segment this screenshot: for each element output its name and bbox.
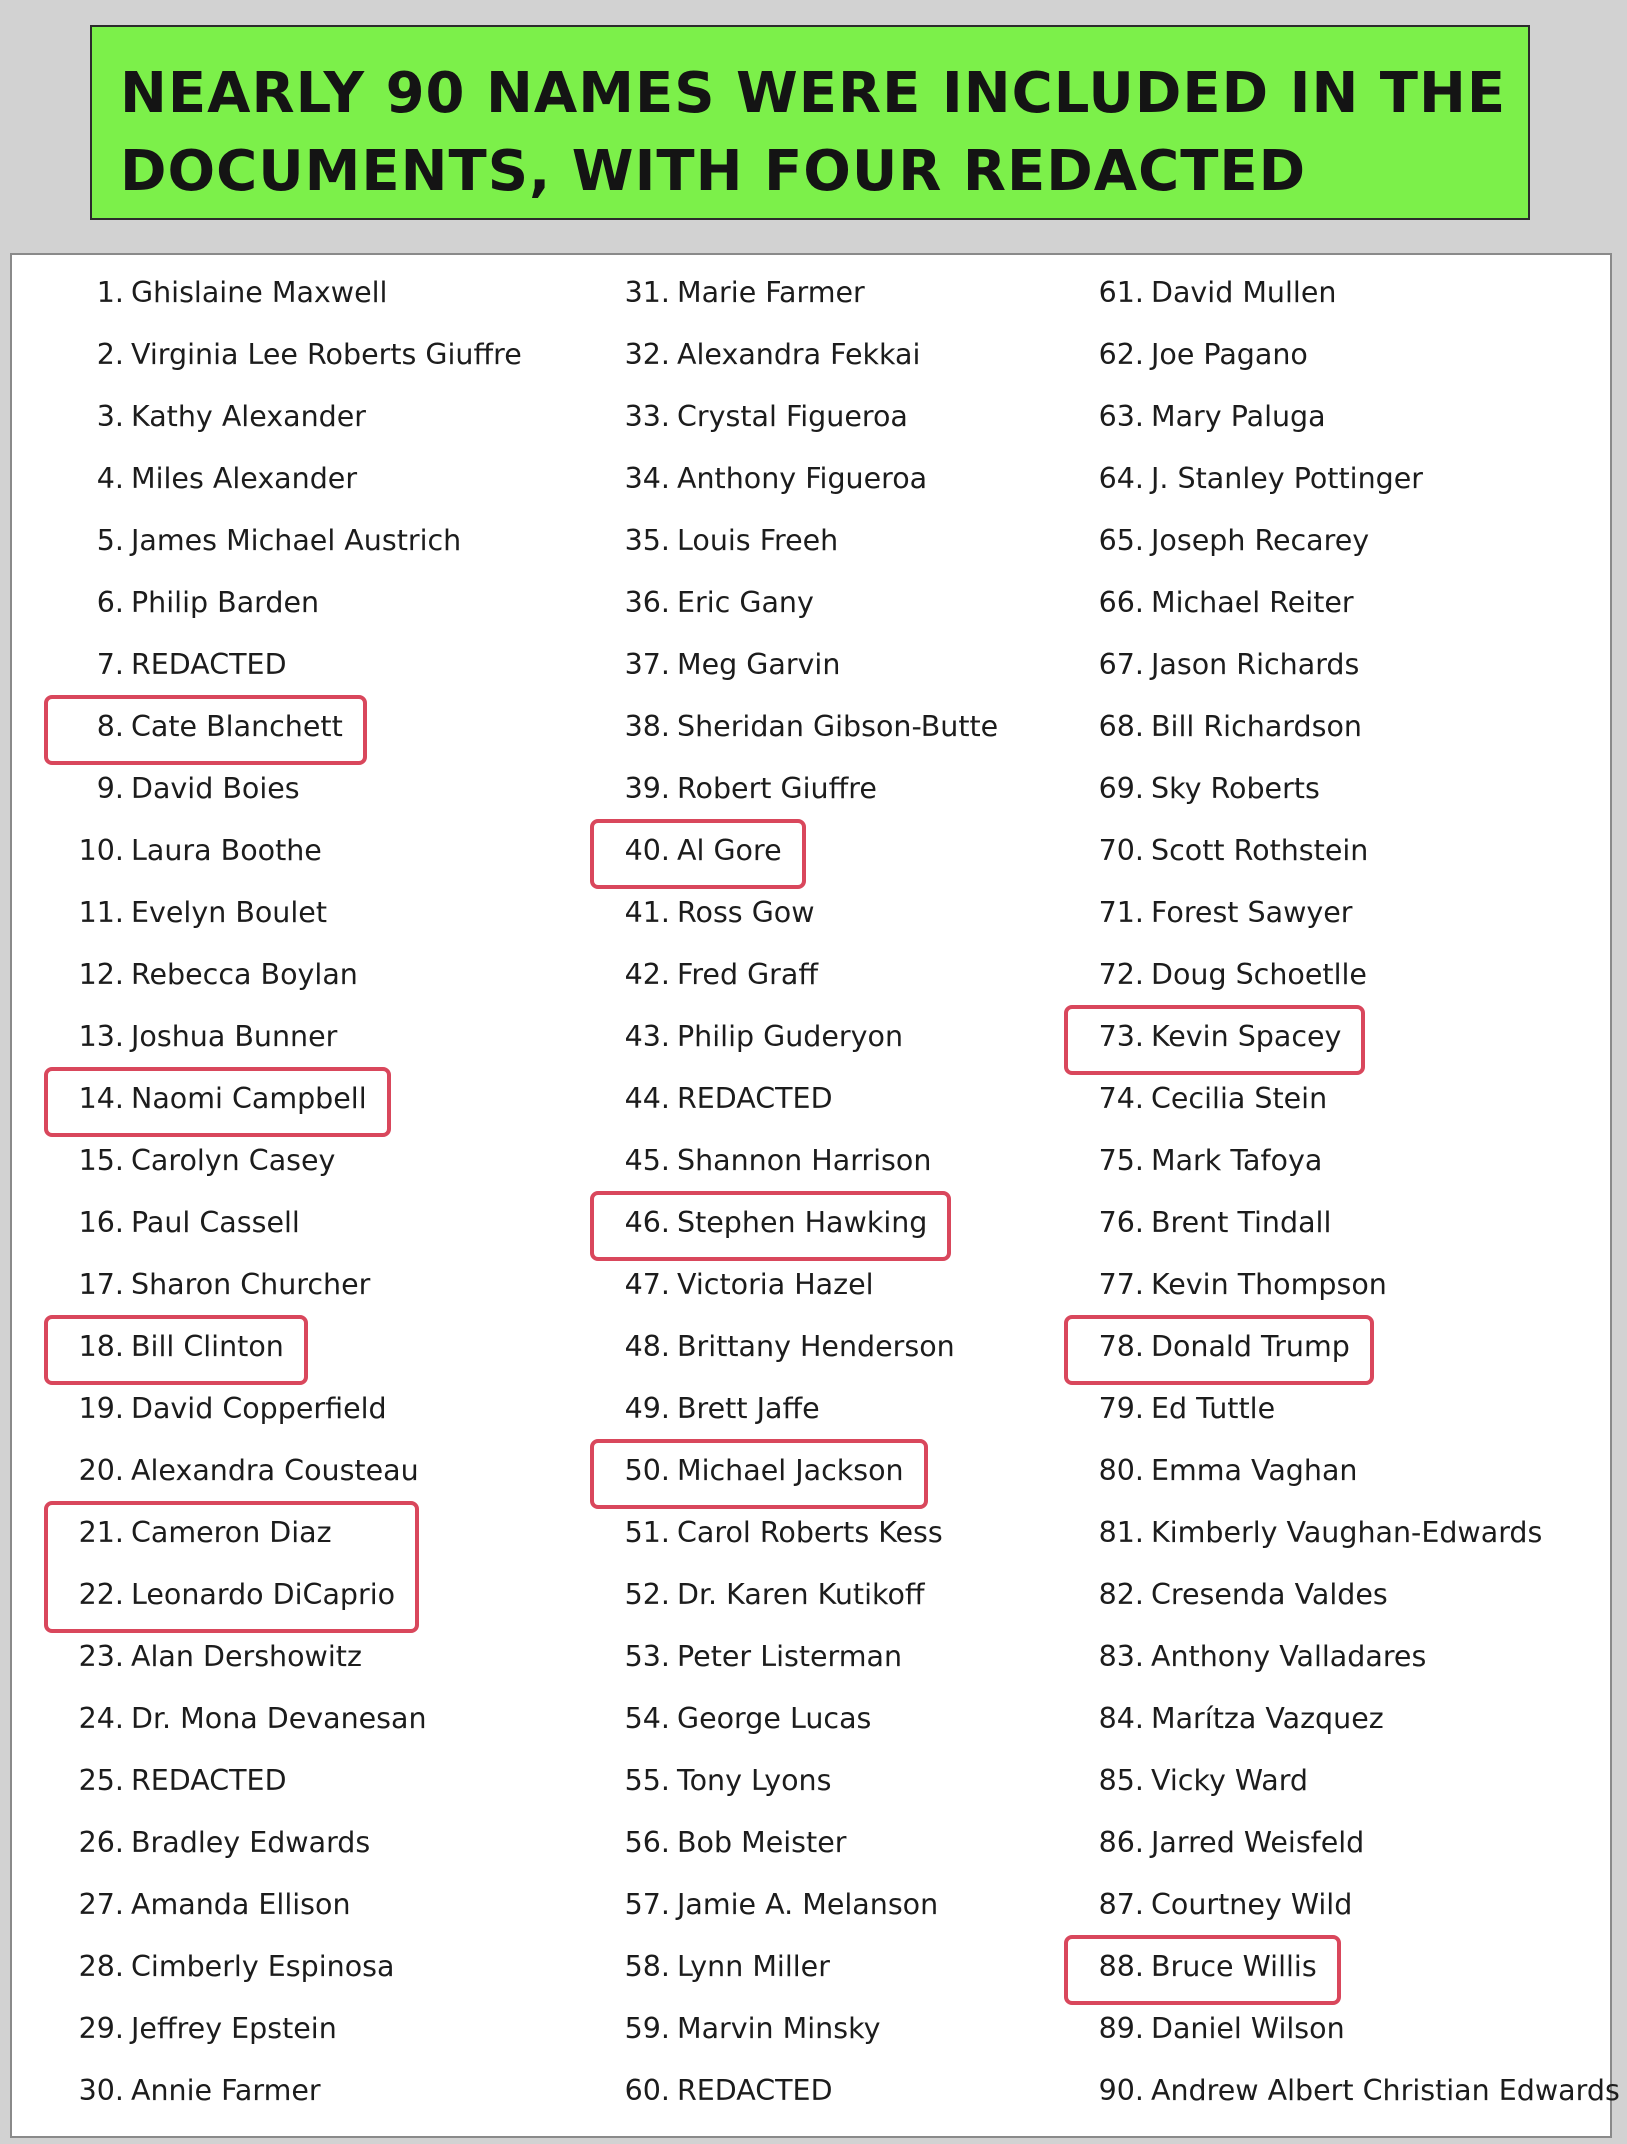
name-entry: [64, 335, 522, 375]
entry-number: 61.: [1098, 276, 1144, 309]
entry-number: 87.: [1098, 1888, 1144, 1921]
highlight-box: [44, 1067, 391, 1137]
entry-name: Eric Gany: [677, 586, 814, 619]
name-entry: [1084, 1637, 1426, 1677]
name-entry: [1084, 1761, 1308, 1801]
entry-name: Scott Rothstein: [1151, 834, 1369, 867]
entry-name: Sky Roberts: [1151, 772, 1320, 805]
entry-number: 29.: [78, 2012, 124, 2045]
name-entry: [64, 955, 358, 995]
entry-name: Cameron Diaz: [131, 1516, 332, 1549]
name-entry: [64, 1265, 370, 1305]
name-entry: [1084, 707, 1362, 747]
entry-name: Brent Tindall: [1151, 1206, 1332, 1239]
entry-number: 86.: [1098, 1826, 1144, 1859]
entry-number: 4.: [96, 462, 124, 495]
entry-name: Vicky Ward: [1151, 1764, 1309, 1797]
highlight-box: [590, 819, 806, 889]
highlight-box: [44, 1315, 308, 1385]
entry-name: Louis Freeh: [677, 524, 839, 557]
entry-name: REDACTED: [131, 648, 287, 681]
entry-number: 28.: [78, 1950, 124, 1983]
name-entry: [64, 1203, 300, 1243]
entry-number: 2.: [96, 338, 124, 371]
headline-line-1: NEARLY 90 NAMES WERE INCLUDED IN THE: [120, 61, 1507, 126]
name-entry: [610, 893, 815, 933]
entry-name: REDACTED: [677, 1082, 833, 1115]
entry-number: 23.: [78, 1640, 124, 1673]
entry-number: 77.: [1098, 1268, 1144, 1301]
entry-name: Joe Pagano: [1151, 338, 1308, 371]
name-entry: [64, 1389, 387, 1429]
entry-number: 60.: [624, 2074, 670, 2107]
entry-name: George Lucas: [677, 1702, 872, 1735]
entry-number: 26.: [78, 1826, 124, 1859]
entry-number: 37.: [624, 648, 670, 681]
name-entry: [64, 831, 322, 871]
entry-name: Sharon Churcher: [131, 1268, 371, 1301]
entry-number: 36.: [624, 586, 670, 619]
entry-number: 18.: [78, 1330, 124, 1363]
name-entry: [64, 1761, 287, 1801]
entry-name: Jarred Weisfeld: [1151, 1826, 1365, 1859]
entry-number: 25.: [78, 1764, 124, 1797]
entry-name: Ghislaine Maxwell: [131, 276, 388, 309]
entry-name: Ed Tuttle: [1151, 1392, 1276, 1425]
entry-name: Stephen Hawking: [677, 1206, 928, 1239]
entry-number: 88.: [1098, 1950, 1144, 1983]
entry-number: 43.: [624, 1020, 670, 1053]
entry-number: 8.: [96, 710, 124, 743]
entry-number: 12.: [78, 958, 124, 991]
entry-number: 79.: [1098, 1392, 1144, 1425]
entry-number: 34.: [624, 462, 670, 495]
name-entry: [64, 1699, 427, 1739]
entry-name: Daniel Wilson: [1151, 2012, 1345, 2045]
name-entry: [610, 1017, 903, 1057]
entry-number: 82.: [1098, 1578, 1144, 1611]
name-entry: [1084, 1823, 1364, 1863]
name-entry: [1084, 521, 1369, 561]
name-entry: [64, 1885, 351, 1925]
name-entry: [1084, 1203, 1331, 1243]
name-entry: [610, 335, 920, 375]
name-entry: [610, 1699, 871, 1739]
entry-number: 74.: [1098, 1082, 1144, 1115]
entry-name: Miles Alexander: [131, 462, 358, 495]
entry-number: 31.: [624, 276, 670, 309]
name-entry: [610, 769, 877, 809]
entry-number: 1.: [96, 276, 124, 309]
name-entry: [610, 955, 818, 995]
entry-number: 48.: [624, 1330, 670, 1363]
entry-name: Cresenda Valdes: [1151, 1578, 1388, 1611]
entry-name: Andrew Albert Christian Edwards: [1151, 2074, 1620, 2107]
name-entry: [1084, 1513, 1542, 1553]
entry-name: Kevin Thompson: [1151, 1268, 1387, 1301]
entry-name: Dr. Karen Kutikoff: [677, 1578, 925, 1611]
entry-number: 27.: [78, 1888, 124, 1921]
name-entry: [610, 1389, 820, 1429]
entry-name: Cecilia Stein: [1151, 1082, 1328, 1115]
entry-name: Michael Jackson: [677, 1454, 904, 1487]
entry-name: Rebecca Boylan: [131, 958, 358, 991]
highlight-box: [1064, 1935, 1341, 2005]
entry-name: REDACTED: [677, 2074, 833, 2107]
entry-name: Mary Paluga: [1151, 400, 1326, 433]
entry-name: Bob Meister: [677, 1826, 847, 1859]
entry-name: Naomi Campbell: [131, 1082, 367, 1115]
entry-number: 14.: [78, 1082, 124, 1115]
entry-number: 71.: [1098, 896, 1144, 929]
entry-number: 24.: [78, 1702, 124, 1735]
highlight-box: [590, 1191, 951, 1261]
name-entry: [1084, 459, 1423, 499]
entry-number: 5.: [96, 524, 124, 557]
name-entry: [1084, 2071, 1620, 2111]
entry-name: David Mullen: [1151, 276, 1337, 309]
entry-number: 47.: [624, 1268, 670, 1301]
entry-number: 30.: [78, 2074, 124, 2107]
entry-number: 84.: [1098, 1702, 1144, 1735]
name-entry: [610, 1513, 943, 1553]
name-entry: [610, 1885, 938, 1925]
entry-name: Carolyn Casey: [131, 1144, 336, 1177]
entry-name: Jeffrey Epstein: [131, 2012, 337, 2045]
entry-name: Brett Jaffe: [677, 1392, 820, 1425]
name-entry: [1084, 645, 1359, 685]
entry-number: 32.: [624, 338, 670, 371]
entry-name: David Boies: [131, 772, 300, 805]
entry-name: Evelyn Boulet: [131, 896, 327, 929]
entry-name: Marvin Minsky: [677, 2012, 881, 2045]
entry-number: 70.: [1098, 834, 1144, 867]
entry-number: 3.: [96, 400, 124, 433]
entry-number: 69.: [1098, 772, 1144, 805]
entry-number: 51.: [624, 1516, 670, 1549]
entry-name: Kimberly Vaughan-Edwards: [1151, 1516, 1543, 1549]
name-entry: [1084, 1699, 1384, 1739]
entry-name: REDACTED: [131, 1764, 287, 1797]
name-entry: [64, 1017, 337, 1057]
name-entry: [64, 397, 366, 437]
name-entry: [1084, 1885, 1352, 1925]
entry-number: 42.: [624, 958, 670, 991]
highlight-box: [1064, 1315, 1374, 1385]
entry-number: 13.: [78, 1020, 124, 1053]
entry-number: 22.: [78, 1578, 124, 1611]
entry-name: Anthony Valladares: [1151, 1640, 1427, 1673]
name-entry: [64, 1637, 362, 1677]
entry-number: 65.: [1098, 524, 1144, 557]
highlight-box: [590, 1439, 928, 1509]
name-entry: [1084, 2009, 1345, 2049]
entry-name: Alexandra Fekkai: [677, 338, 921, 371]
names-list-panel: [10, 253, 1620, 2138]
entry-name: Peter Listerman: [677, 1640, 903, 1673]
entry-name: Brittany Henderson: [677, 1330, 955, 1363]
entry-name: Kevin Spacey: [1151, 1020, 1342, 1053]
entry-number: 56.: [624, 1826, 670, 1859]
name-entry: [1084, 397, 1326, 437]
entry-number: 54.: [624, 1702, 670, 1735]
entry-name: Jamie A. Melanson: [677, 1888, 939, 1921]
entry-number: 40.: [624, 834, 670, 867]
entry-number: 64.: [1098, 462, 1144, 495]
entry-name: Bradley Edwards: [131, 1826, 371, 1859]
entry-number: 10.: [78, 834, 124, 867]
entry-name: Cate Blanchett: [131, 710, 343, 743]
name-entry: [1084, 1575, 1388, 1615]
entry-number: 67.: [1098, 648, 1144, 681]
name-entry: [64, 1823, 370, 1863]
entry-number: 85.: [1098, 1764, 1144, 1797]
entry-name: Laura Boothe: [131, 834, 322, 867]
entry-name: Forest Sawyer: [1151, 896, 1353, 929]
name-entry: [64, 1141, 335, 1181]
entry-number: 15.: [78, 1144, 124, 1177]
entry-number: 6.: [96, 586, 124, 619]
entry-number: 33.: [624, 400, 670, 433]
name-entry: [1084, 1451, 1358, 1491]
entry-name: Joseph Recarey: [1151, 524, 1370, 557]
entry-number: 59.: [624, 2012, 670, 2045]
entry-number: 78.: [1098, 1330, 1144, 1363]
entry-name: James Michael Austrich: [131, 524, 462, 557]
name-entry: [610, 273, 865, 313]
entry-number: 9.: [96, 772, 124, 805]
entry-number: 50.: [624, 1454, 670, 1487]
name-entry: [1084, 273, 1336, 313]
entry-name: Tony Lyons: [677, 1764, 832, 1797]
entry-number: 83.: [1098, 1640, 1144, 1673]
name-entry: [64, 645, 287, 685]
entry-number: 90.: [1098, 2074, 1144, 2107]
name-entry: [1084, 1265, 1387, 1305]
entry-name: Victoria Hazel: [677, 1268, 874, 1301]
entry-number: 66.: [1098, 586, 1144, 619]
name-entry: [610, 1637, 902, 1677]
entry-name: Anthony Figueroa: [677, 462, 928, 495]
entry-name: Philip Barden: [131, 586, 320, 619]
highlight-box: [1064, 1005, 1365, 1075]
entry-name: Donald Trump: [1151, 1330, 1350, 1363]
entry-name: Annie Farmer: [131, 2074, 321, 2107]
name-entry: [610, 2071, 833, 2111]
entry-number: 21.: [78, 1516, 124, 1549]
entry-name: David Copperfield: [131, 1392, 387, 1425]
name-entry: [64, 1451, 419, 1491]
entry-name: Michael Reiter: [1151, 586, 1354, 619]
name-entry: [1084, 1389, 1275, 1429]
entry-name: Courtney Wild: [1151, 1888, 1353, 1921]
entry-number: 80.: [1098, 1454, 1144, 1487]
entry-number: 39.: [624, 772, 670, 805]
name-entry: [610, 459, 927, 499]
name-entry: [610, 1947, 830, 1987]
entry-name: Fred Graff: [677, 958, 818, 991]
entry-name: Amanda Ellison: [131, 1888, 351, 1921]
entry-number: 73.: [1098, 1020, 1144, 1053]
entry-number: 11.: [78, 896, 124, 929]
name-entry: [610, 1265, 874, 1305]
name-entry: [1084, 831, 1368, 871]
name-entry: [1084, 769, 1320, 809]
entry-number: 63.: [1098, 400, 1144, 433]
name-entry: [64, 769, 300, 809]
name-entry: [610, 1823, 846, 1863]
entry-name: Dr. Mona Devanesan: [131, 1702, 427, 1735]
entry-number: 16.: [78, 1206, 124, 1239]
entry-name: Joshua Bunner: [131, 1020, 338, 1053]
headline-line-2: DOCUMENTS, WITH FOUR REDACTED: [120, 139, 1307, 204]
entry-number: 55.: [624, 1764, 670, 1797]
entry-number: 89.: [1098, 2012, 1144, 2045]
name-entry: [1084, 1079, 1327, 1119]
name-entry: [1084, 893, 1353, 933]
entry-name: Emma Vaghan: [1151, 1454, 1358, 1487]
name-entry: [610, 1575, 925, 1615]
entry-number: 41.: [624, 896, 670, 929]
entry-name: Bill Richardson: [1151, 710, 1362, 743]
entry-number: 57.: [624, 1888, 670, 1921]
name-entry: [64, 583, 319, 623]
entry-number: 68.: [1098, 710, 1144, 743]
entry-name: Al Gore: [677, 834, 782, 867]
name-entry: [610, 521, 838, 561]
name-entry: [64, 2071, 321, 2111]
name-entry: [64, 521, 461, 561]
entry-number: 45.: [624, 1144, 670, 1177]
highlight-box: [44, 1501, 419, 1633]
entry-number: 58.: [624, 1950, 670, 1983]
entry-name: Doug Schoetlle: [1151, 958, 1367, 991]
entry-number: 76.: [1098, 1206, 1144, 1239]
entry-name: Crystal Figueroa: [677, 400, 908, 433]
entry-number: 19.: [78, 1392, 124, 1425]
name-entry: [1084, 1141, 1322, 1181]
name-entry: [64, 1947, 394, 1987]
entry-number: 20.: [78, 1454, 124, 1487]
entry-name: J. Stanley Pottinger: [1151, 462, 1423, 495]
entry-name: Cimberly Espinosa: [131, 1950, 395, 1983]
entry-name: Carol Roberts Kess: [677, 1516, 943, 1549]
name-entry: [610, 1079, 833, 1119]
entry-number: 72.: [1098, 958, 1144, 991]
entry-number: 52.: [624, 1578, 670, 1611]
entry-name: Jason Richards: [1151, 648, 1360, 681]
entry-number: 17.: [78, 1268, 124, 1301]
name-entry: [610, 2009, 880, 2049]
name-entry: [1084, 955, 1367, 995]
name-entry: [610, 397, 908, 437]
entry-number: 75.: [1098, 1144, 1144, 1177]
entry-name: Bruce Willis: [1151, 1950, 1317, 1983]
name-entry: [64, 459, 357, 499]
entry-name: Mark Tafoya: [1151, 1144, 1323, 1177]
entry-name: Bill Clinton: [131, 1330, 284, 1363]
entry-name: Kathy Alexander: [131, 400, 366, 433]
entry-name: Philip Guderyon: [677, 1020, 904, 1053]
entry-name: Shannon Harrison: [677, 1144, 932, 1177]
entry-number: 53.: [624, 1640, 670, 1673]
headline-banner: [90, 25, 1530, 220]
entry-name: Robert Giuffre: [677, 772, 877, 805]
entry-name: Paul Cassell: [131, 1206, 300, 1239]
name-entry: [610, 1327, 955, 1367]
name-entry: [610, 707, 998, 747]
entry-name: Marie Farmer: [677, 276, 865, 309]
entry-name: Ross Gow: [677, 896, 815, 929]
entry-name: Alexandra Cousteau: [131, 1454, 419, 1487]
entry-number: 35.: [624, 524, 670, 557]
entry-name: Sheridan Gibson-Butte: [677, 710, 999, 743]
name-entry: [1084, 335, 1308, 375]
name-entry: [610, 1141, 931, 1181]
name-entry: [610, 1761, 831, 1801]
entry-number: 49.: [624, 1392, 670, 1425]
entry-name: Virginia Lee Roberts Giuffre: [131, 338, 522, 371]
entry-name: Leonardo DiCaprio: [131, 1578, 396, 1611]
entry-number: 38.: [624, 710, 670, 743]
entry-name: Marítza Vazquez: [1151, 1702, 1384, 1735]
name-entry: [610, 583, 814, 623]
name-entry: [1084, 583, 1354, 623]
name-entry: [64, 893, 327, 933]
entry-number: 7.: [96, 648, 124, 681]
entry-name: Meg Garvin: [677, 648, 841, 681]
entry-name: Lynn Miller: [677, 1950, 830, 1983]
name-entry: [64, 2009, 337, 2049]
entry-number: 44.: [624, 1082, 670, 1115]
entry-number: 81.: [1098, 1516, 1144, 1549]
name-entry: [64, 273, 387, 313]
highlight-box: [44, 695, 367, 765]
entry-number: 46.: [624, 1206, 670, 1239]
name-entry: [610, 645, 840, 685]
entry-name: Alan Dershowitz: [131, 1640, 362, 1673]
entry-number: 62.: [1098, 338, 1144, 371]
